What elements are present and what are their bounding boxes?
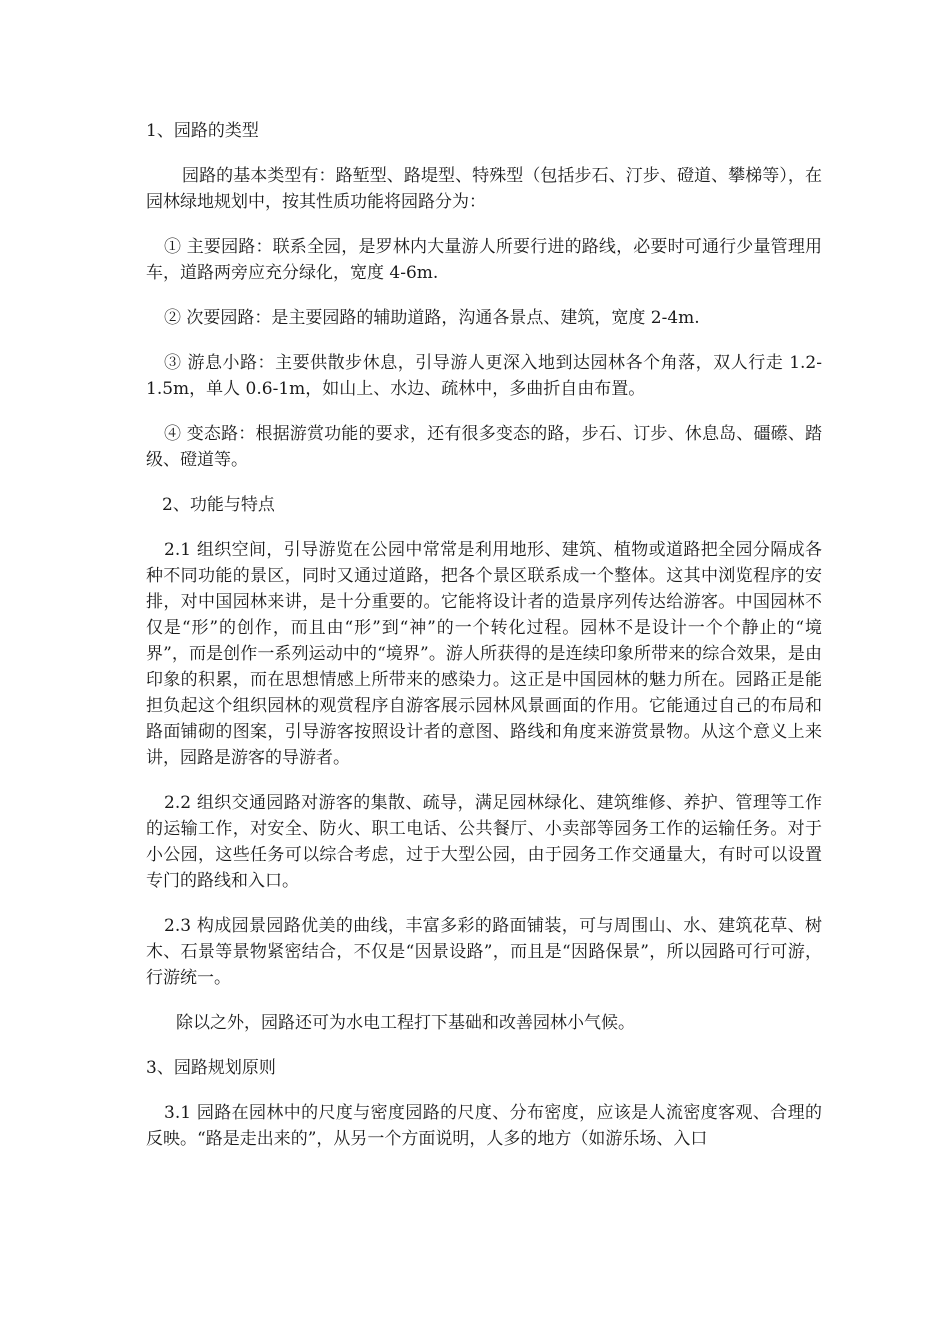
paragraph-3-1: 3.1 园路在园林中的尺度与密度园路的尺度、分布密度，应该是人流密度客观、合理的反映。“路是走出来的”，从另一个方面说明，人多的地方（如游乐场、入口 bbox=[146, 1103, 822, 1149]
intro-paragraph: 园路的基本类型有：路堑型、路堤型、特殊型（包括步石、汀步、磴道、攀梯等），在园林绿地规划中，按其性质功能将园路分为： bbox=[146, 166, 822, 212]
paragraph-2-1: 2.1 组织空间，引导游览在公园中常常是利用地形、建筑、植物或道路把全园分隔成各种不同功能的景区，同时又通过道路，把各个景区联系成一个整体。这其中浏览程序的安排，对中国园林来讲，是十分重要的。它能将设计者的造景序列传达给游客。中国园林不仅是“形”的创作，而且由“形”到“神”的一个转化过程。园林不是设计一个个静止的“境界”，而是创作一系列运动中的“境界”。游人所获得的是连续印象所带来的综合效果，是由印象的积累，而在思想情感上所带来的感染力。这正是中国园林的魅力所在。园路正是能担负起这个组织园林的观赏程序自游客展示园林风景画面的作用。它能通过自己的布局和路面铺砌的图案，引导游客按照设计者的意图、路线和角度来游赏景物。从这个意义上来讲，园路是游客的导游者。 bbox=[146, 540, 822, 768]
road-type-item-4: ④ 变态路：根据游赏功能的要求，还有很多变态的路，步石、订步、休息岛、礓礤、踏级、磴道等。 bbox=[146, 424, 822, 470]
road-type-item-2: ② 次要园路：是主要园路的辅助道路，沟通各景点、建筑，宽度 2-4m. bbox=[164, 308, 700, 328]
road-type-item-1: ① 主要园路：联系全园，是罗林内大量游人所要行进的路线，必要时可通行少量管理用车，道路两旁应充分绿化，宽度 4-6m. bbox=[146, 237, 822, 283]
paragraph-extra: 除以之外，园路还可为水电工程打下基础和改善园林小气候。 bbox=[176, 1013, 635, 1033]
section-heading-1: 1、园路的类型 bbox=[146, 121, 259, 141]
paragraph-2-3: 2.3 构成园景园路优美的曲线，丰富多彩的路面铺装，可与周围山、水、建筑花草、树木、石景等景物紧密结合，不仅是“因景设路”，而且是“因路保景”，所以园路可行可游，行游统一。 bbox=[146, 916, 822, 988]
section-heading-3: 3、园路规划原则 bbox=[146, 1058, 276, 1078]
paragraph-2-2: 2.2 组织交通园路对游客的集散、疏导，满足园林绿化、建筑维修、养护、管理等工作的运输工作，对安全、防火、职工电话、公共餐厅、小卖部等园务工作的运输任务。对于小公园，这些任务可以综合考虑，过于大型公园，由于园务工作交通量大，有时可以设置专门的路线和入口。 bbox=[146, 793, 822, 891]
road-type-item-3: ③ 游息小路：主要供散步休息，引导游人更深入地到达园林各个角落，双人行走 1.2-1.5m，单人 0.6-1m，如山上、水边、疏林中，多曲折自由布置。 bbox=[146, 353, 822, 399]
section-heading-2: 2、功能与特点 bbox=[162, 495, 275, 515]
document-body bbox=[146, 118, 822, 1171]
